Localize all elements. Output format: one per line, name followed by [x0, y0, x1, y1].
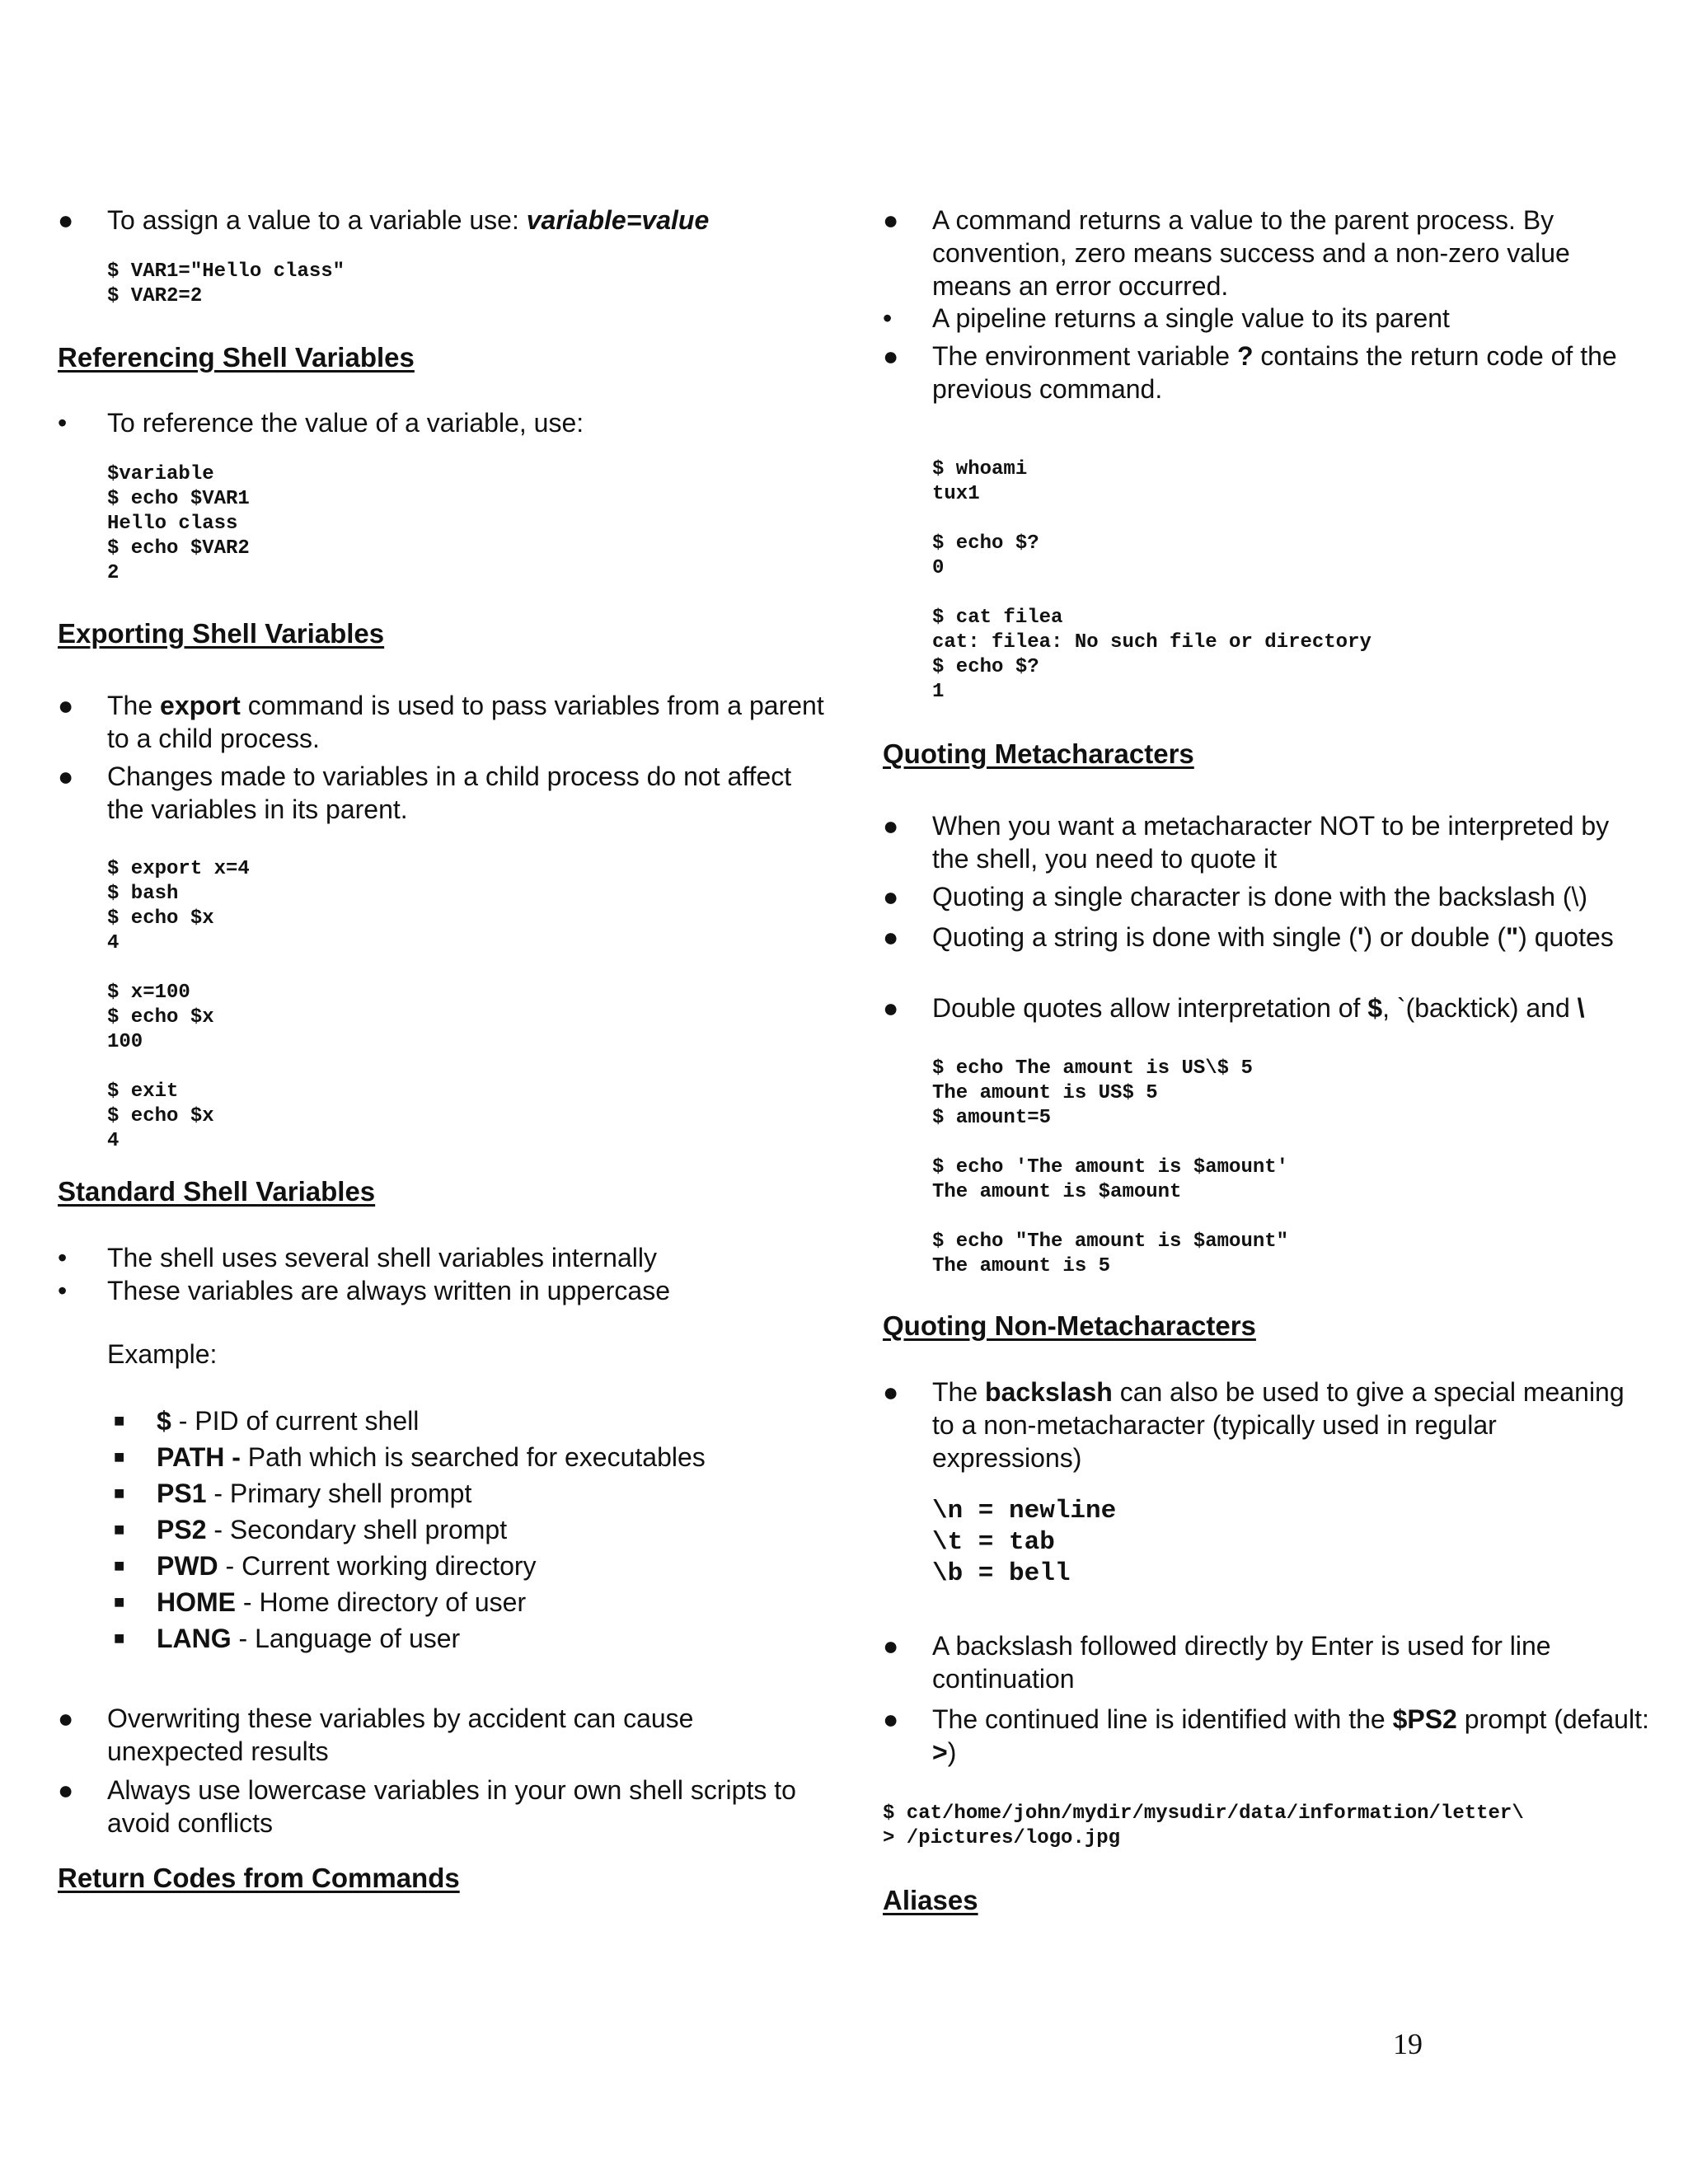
- square-bullet-icon: ■: [114, 1628, 125, 1648]
- return-code-example: $ whoami tux1 $ echo $? 0 $ cat filea cat: filea: No such file or directory $ echo $? 1: [932, 458, 1372, 703]
- bullet-icon: ●: [58, 1704, 74, 1733]
- square-bullet-icon: ■: [114, 1483, 125, 1503]
- bullet-uppercase: • These variables are always written in uppercase: [58, 1276, 670, 1305]
- bullet-lowercase: ● Always use lowercase variables in your own shell scripts to avoid conflicts: [58, 1775, 796, 1838]
- bullet-icon: ●: [58, 1775, 74, 1805]
- bullet-icon: •: [58, 408, 68, 438]
- bullet-backslash: ● The backslash can also be used to give a special meaning to a non-metacharacter (typically used in regular expressions): [883, 1377, 1625, 1473]
- example-label: Example:: [107, 1339, 218, 1369]
- square-bullet-icon: ■: [114, 1410, 125, 1431]
- var-item: ■ LANG - Language of user: [114, 1624, 461, 1653]
- bullet-return-value: ● A command returns a value to the parent process. By convention, zero means success and a non-zero value means an error occurred.: [883, 205, 1570, 301]
- bullet-icon: •: [883, 303, 893, 333]
- page-number: 19: [1393, 2027, 1423, 2060]
- heading-exporting: Exporting Shell Variables: [58, 618, 385, 649]
- bullet-icon: ●: [883, 882, 899, 912]
- bullet-metachar: ● When you want a metacharacter NOT to be interpreted by the shell, you need to quote it: [883, 811, 1610, 874]
- square-bullet-icon: ■: [114, 1519, 125, 1540]
- heading-aliases: Aliases: [883, 1885, 978, 1915]
- quoting-code: $ echo The amount is US\$ 5 The amount is US$ 5 $ amount=5 $ echo 'The amount is $amount' The amount is $amount $ echo "The amount is $amount" The amount is 5: [932, 1057, 1289, 1277]
- bullet-line-continuation: ● A backslash followed directly by Enter is used for line continuation: [883, 1631, 1551, 1694]
- heading-standard: Standard Shell Variables: [58, 1176, 376, 1207]
- bullet-assign: ● To assign a value to a variable use: variable=value: [58, 205, 710, 235]
- escape-sequences: \n = newline \t = tab \b = bell: [932, 1497, 1117, 1588]
- bullet-overwriting: ● Overwriting these variables by accident can cause unexpected results: [58, 1704, 694, 1766]
- bullet-icon: ●: [883, 993, 899, 1023]
- var-item: ■ PWD - Current working directory: [114, 1551, 537, 1581]
- var-item: ■ PS2 - Secondary shell prompt: [114, 1515, 508, 1544]
- square-bullet-icon: ■: [114, 1446, 125, 1467]
- bullet-icon: ●: [58, 205, 74, 235]
- bullet-env-variable: ● The environment variable ? contains the return code of the previous command.: [883, 341, 1617, 404]
- bullet-icon: ●: [883, 1704, 899, 1734]
- bullet-icon: •: [58, 1276, 68, 1305]
- heading-quoting-nonmeta: Quoting Non-Metacharacters: [883, 1310, 1256, 1341]
- bullet-icon: ●: [58, 762, 74, 791]
- bullet-single-char: ● Quoting a single character is done with the backslash (\): [883, 882, 1588, 912]
- bullet-double-quotes: ● Double quotes allow interpretation of $, `(backtick) and \: [883, 993, 1585, 1023]
- assign-syntax: variable=value: [526, 205, 710, 235]
- var-item: ■ $ - PID of current shell: [114, 1406, 420, 1436]
- heading-quoting-meta: Quoting Metacharacters: [883, 738, 1194, 769]
- bullet-icon: ●: [883, 1631, 899, 1661]
- heading-return-codes: Return Codes from Commands: [58, 1863, 460, 1893]
- bullet-icon: ●: [883, 341, 899, 371]
- bullet-pipeline: • A pipeline returns a single value to its parent: [883, 303, 1450, 333]
- bullet-icon: ●: [58, 691, 74, 720]
- bullet-reference: • To reference the value of a variable, use:: [58, 408, 584, 438]
- assign-code: $ VAR1="Hello class" $ VAR2=2: [107, 260, 345, 307]
- bullet-export: ● The export command is used to pass variables from a parent to a child process.: [58, 691, 824, 753]
- bullet-child-changes: ● Changes made to variables in a child process do not affect the variables in its parent.: [58, 762, 792, 824]
- reference-code: $variable $ echo $VAR1 Hello class $ echo $VAR2 2: [107, 463, 250, 584]
- var-item: ■ HOME - Home directory of user: [114, 1587, 527, 1617]
- right-column: [883, 0, 1649, 2060]
- export-code: $ export x=4 $ bash $ echo $x 4 $ x=100 $ echo $x 100 $ exit $ echo $x 4: [107, 858, 250, 1152]
- bullet-icon: ●: [883, 811, 899, 841]
- continuation-code: $ cat/home/john/mydir/mysudir/data/information/letter\ > /pictures/logo.jpg: [883, 1802, 1524, 1849]
- square-bullet-icon: ■: [114, 1591, 125, 1612]
- bullet-ps2: ● The continued line is identified with the $PS2 prompt (default: >): [883, 1704, 1649, 1767]
- heading-referencing: Referencing Shell Variables: [58, 342, 415, 373]
- bullet-icon: •: [58, 1243, 68, 1272]
- bullet-icon: ●: [883, 1377, 899, 1407]
- bullet-icon: ●: [883, 205, 899, 235]
- var-item: ■ PS1 - Primary shell prompt: [114, 1479, 472, 1508]
- bullet-icon: ●: [883, 922, 899, 952]
- bullet-string-quotes: ● Quoting a string is done with single (') or double (") quotes: [883, 922, 1614, 952]
- bullet-internal: • The shell uses several shell variables internally: [58, 1243, 657, 1272]
- left-column: [58, 0, 824, 2060]
- var-item: ■ PATH - Path which is searched for executables: [114, 1442, 706, 1472]
- square-bullet-icon: ■: [114, 1555, 125, 1576]
